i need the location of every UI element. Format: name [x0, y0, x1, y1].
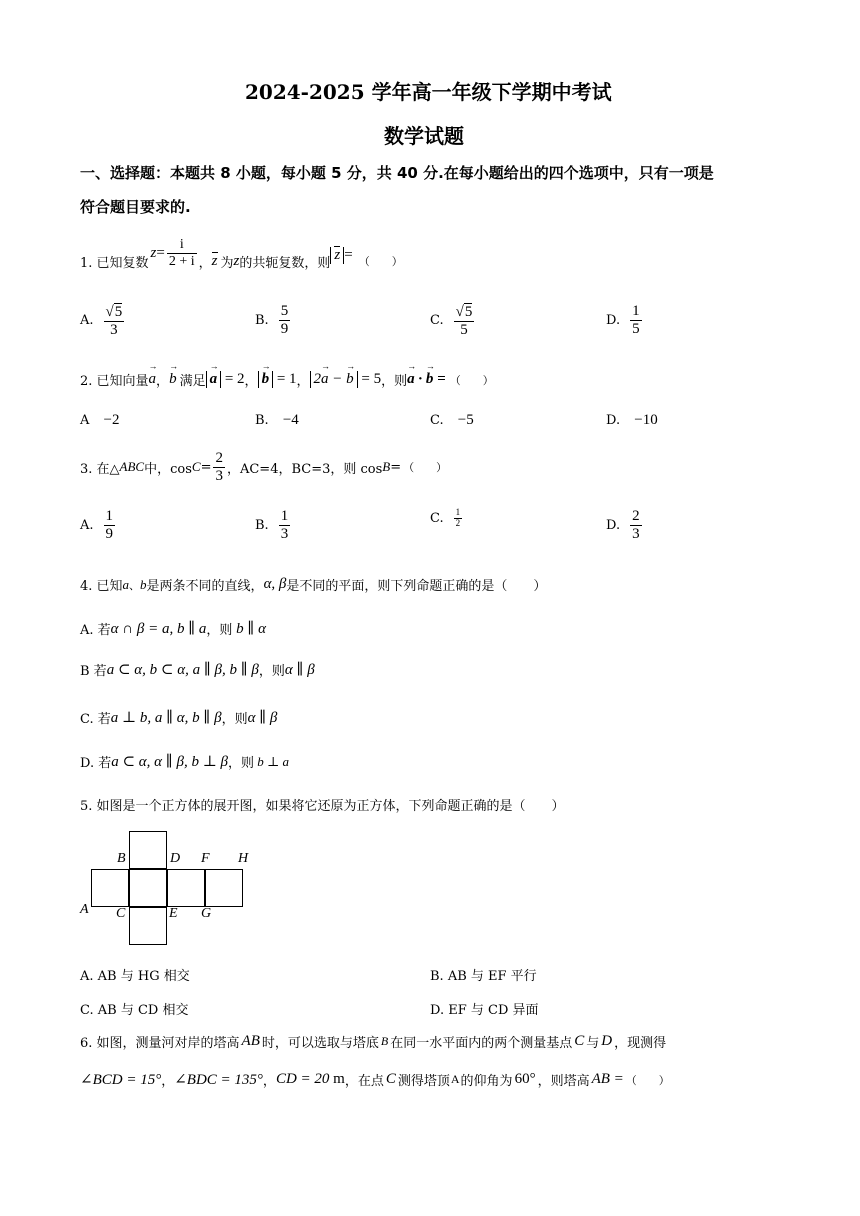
q6-line1-e: ，现测得 [614, 1036, 667, 1051]
question-3 [80, 450, 447, 484]
q5-option-d[interactable]: D. EF 与 CD 异面 [430, 1003, 539, 1018]
q1-eq: = [156, 244, 165, 261]
q1-comma: ， [198, 255, 212, 271]
q4-option-a[interactable] [80, 619, 266, 638]
q2-option-d-label: D. [606, 413, 621, 428]
q6-line1-c: 在同一水平面内的两个测量基点 [390, 1036, 573, 1051]
q2-option-d[interactable] [606, 412, 658, 429]
net-label-h: H [238, 851, 249, 866]
q4-alpha-beta: α, β [263, 576, 287, 592]
q2-sat: 满足 [179, 374, 206, 389]
q2-option-d-value: −10 [634, 412, 658, 428]
q2-tail: （ ） [449, 373, 494, 387]
q4-option-c-formula: a ⊥ b, a ∥ α, b ∥ β [110, 710, 222, 726]
q5-option-c[interactable]: C. AB 与 CD 相交 [80, 1003, 189, 1018]
q5-option-b[interactable]: B. AB 与 EF 平行 [430, 969, 537, 984]
q2-option-b-value: −4 [282, 412, 299, 428]
q6-60: 60° [514, 1071, 536, 1087]
q2-comma2: ， [244, 374, 258, 389]
net-label-a: A [80, 902, 89, 917]
q2-abs-b: → b [258, 371, 274, 388]
q4-option-b-formula: a ⊂ α, b ⊂ α, a ∥ β, b ∥ β [106, 662, 259, 678]
q4-option-b-label: B 若 [80, 664, 107, 679]
q6-c2: C [385, 1071, 396, 1087]
net-label-d: D [170, 851, 181, 866]
net-cell-bottom [129, 907, 167, 945]
q3-text-c: ，AC=4，BC=3，则 cos [226, 461, 383, 477]
q6-line1-a: 6. 如图，测量河对岸的塔高 [80, 1036, 240, 1051]
q1-prefix: 1. 已知复数 [80, 255, 149, 271]
q2-option-b[interactable] [255, 412, 299, 429]
q6-angle-bcd: ∠BCD = 15° [80, 1072, 162, 1088]
q2-option-a[interactable] [80, 412, 120, 429]
q3-abc: ABC [119, 459, 145, 474]
q4-option-d-formula: a ⊂ α, α ∥ β, b ⊥ β [111, 754, 229, 770]
q1-option-a[interactable] [80, 303, 126, 338]
q2-option-b-label: B. [255, 413, 269, 428]
q1-abs-zbar: z [330, 247, 344, 264]
q3-option-b[interactable] [255, 508, 292, 542]
q3-option-d-value: $\frac{2}{3}$ [632, 508, 640, 542]
q6-angle-bdc: ∠BDC = 135° [174, 1072, 263, 1088]
net-label-g: G [201, 906, 212, 921]
q4-option-c-result: α ∥ β [247, 710, 278, 726]
net-cell-row-2 [129, 869, 167, 907]
q4-option-d-label: D. 若 [80, 756, 112, 771]
q3-option-a-value: $\frac{1}{9}$ [105, 508, 114, 542]
q3-eq2: = [390, 459, 402, 475]
q2-prefix: 2. 已知向量 [80, 374, 149, 389]
q1-z: z [150, 244, 157, 261]
q2-abs-a: → a [206, 371, 222, 388]
q6-ab-eq: AB = [591, 1071, 624, 1087]
q2-comma3: ， [296, 374, 310, 389]
q4-ab: a [122, 576, 130, 592]
exam-subtitle: 数学试题 [384, 124, 464, 148]
net-cell-top [129, 831, 167, 869]
q3-option-c[interactable] [430, 508, 464, 529]
q3-cos-fraction: $\frac{2}{3}$ [215, 450, 223, 484]
q3-option-c-label: C. [430, 510, 444, 526]
q6-line1-d: 与 [586, 1036, 600, 1051]
q6-line2-b: 测得塔顶 [397, 1074, 450, 1089]
q2-eq-a: = 2 [221, 371, 245, 387]
cube-net-diagram [80, 828, 280, 948]
q2-option-a-value: −2 [103, 412, 120, 428]
q4-option-c-label: C. 若 [80, 712, 111, 727]
q4-text: 4. 已知 [80, 579, 123, 594]
net-label-f: F [201, 851, 210, 866]
q3-text-b: 中，cos [144, 461, 192, 477]
q2-eq-combo: = 5 [357, 371, 382, 387]
q2-then: ，则 [381, 374, 408, 389]
net-label-b: B [117, 851, 126, 866]
q2-vec-a: → a [149, 371, 157, 388]
q2-dot: → a · → b = [407, 371, 446, 388]
q3-eq: = [200, 459, 212, 475]
q4-option-a-result: b ∥ α [232, 621, 266, 637]
q2-option-c-label: C. [430, 413, 444, 428]
q3-option-a[interactable] [80, 508, 117, 542]
q1-option-c-label: C. [430, 313, 444, 328]
q4-option-b-tail: ，则 [258, 664, 285, 679]
q3-option-d[interactable] [606, 508, 644, 542]
q6-line2-e: （ ） [625, 1073, 670, 1087]
q1-option-b-label: B. [255, 312, 269, 328]
q2-vec-b: → b [169, 371, 177, 388]
q4-option-d-result: b ⊥ a [254, 753, 290, 769]
q4-option-d[interactable] [80, 752, 289, 771]
q4-option-d-tail: ，则 [228, 756, 255, 771]
net-label-e: E [169, 906, 178, 921]
q2-option-c[interactable] [430, 412, 474, 429]
q4-option-a-formula: α ∩ β = a, b ∥ a [110, 621, 207, 637]
q6-cd: CD = 20 [275, 1071, 330, 1087]
q1-zbar: z [211, 253, 218, 269]
q6-comma2: ， [262, 1074, 276, 1089]
q3-option-a-label: A. [80, 517, 94, 533]
q4-text2: 是两条不同的直线， [146, 579, 264, 594]
q2-option-c-value: −5 [457, 412, 474, 428]
q1-option-c-value: $\frac{√5}{5}$ [455, 304, 473, 338]
q3-option-b-label: B. [255, 517, 269, 533]
net-cell-row-3 [167, 869, 205, 907]
net-cell-row-4 [205, 869, 243, 907]
q3-c: C [191, 459, 201, 474]
q6-d: D [601, 1033, 613, 1049]
q1-mid3: 的共轭复数，则 [239, 255, 331, 271]
q1-option-a-label: A. [80, 313, 94, 328]
q1-option-d-label: D. [606, 312, 621, 328]
net-label-c: C [116, 906, 126, 921]
q2-option-a-label: A [80, 413, 90, 428]
q2-comma1: ， [156, 374, 170, 389]
q2-abs-combo: 2→ a − → b [310, 371, 358, 388]
q2-eq-b: = 1 [273, 371, 297, 387]
q1-option-c[interactable] [430, 303, 476, 338]
q6-ab: AB [241, 1033, 260, 1049]
q4-option-b[interactable] [80, 660, 315, 679]
net-cell-row-1 [91, 869, 129, 907]
q1-option-b[interactable] [255, 303, 292, 337]
q1-fraction: $\frac{i}{2 + i}$ [168, 237, 195, 269]
question-4: 4. 已知 a 、 b 是两条不同的直线， α, β 是不同的平面，则下列命题正确的是（ ） [80, 576, 547, 594]
q4-option-c[interactable] [80, 708, 277, 727]
q3-option-d-label: D. [606, 517, 621, 533]
q6-line2-c: 的仰角为 [460, 1074, 513, 1089]
question-6-line1 [80, 1032, 666, 1051]
q6-c: C [574, 1033, 585, 1049]
q5-option-a[interactable]: A. AB 与 HG 相交 [80, 969, 190, 984]
q1-option-d[interactable] [606, 303, 644, 337]
q3-text-a: 3. 在△ [80, 461, 120, 477]
q3-option-b-value: $\frac{1}{3}$ [280, 508, 289, 542]
q4-option-b-result: α ∥ β [284, 662, 315, 678]
q1-z2: z [233, 252, 240, 269]
question-1 [80, 236, 403, 286]
q6-line2-a: ，在点 [344, 1074, 384, 1089]
q3-b: B [382, 459, 391, 474]
q6-comma1: ， [161, 1074, 175, 1089]
section-heading-line2: 符合题目要求的. [80, 198, 191, 216]
q4-option-c-tail: ，则 [221, 712, 248, 727]
question-2 [80, 370, 494, 389]
q3-text-d: （ ） [403, 461, 448, 474]
section-heading-line1: 一、选择题：本题共 8 小题，每小题 5 分，共 40 分.在每小题给出的四个选项中，只有一项是 [80, 164, 714, 182]
q1-option-b-value: $\frac{5}{9}$ [280, 303, 289, 337]
q4-option-a-tail: ，则 [206, 623, 233, 638]
q1-eq2: = [344, 246, 353, 263]
q3-option-c-value: $\frac{1}{2}$ [455, 507, 461, 528]
q6-a: A [450, 1072, 460, 1086]
q4-text3: 是不同的平面，则下列命题正确的是（ ） [286, 579, 547, 594]
q4-option-a-label: A. 若 [80, 623, 111, 638]
q6-line2-d: ，则塔高 [537, 1074, 590, 1089]
q6-line1-b: 时，可以选取与塔底 [261, 1036, 379, 1051]
q1-option-d-value: $\frac{1}{5}$ [632, 303, 640, 337]
question-5: 5. 如图是一个正方体的展开图，如果将它还原为正方体，下列命题正确的是（ ） [80, 799, 565, 814]
q1-mid: 为 [220, 255, 234, 271]
question-6-line2: ∠BCD = 15° ， ∠BDC = 135° ， CD = 20 m ，在点 C 测得塔顶 A 的仰角为 60° ，则塔高 AB = （ ） [80, 1071, 670, 1089]
q1-tail: （ ） [358, 255, 403, 268]
q6-b: B [380, 1034, 389, 1048]
exam-title: 2024-2025 学年高一年级下学期中考试 [245, 80, 612, 104]
q1-option-a-value: $\frac{√5}{3}$ [105, 304, 123, 338]
